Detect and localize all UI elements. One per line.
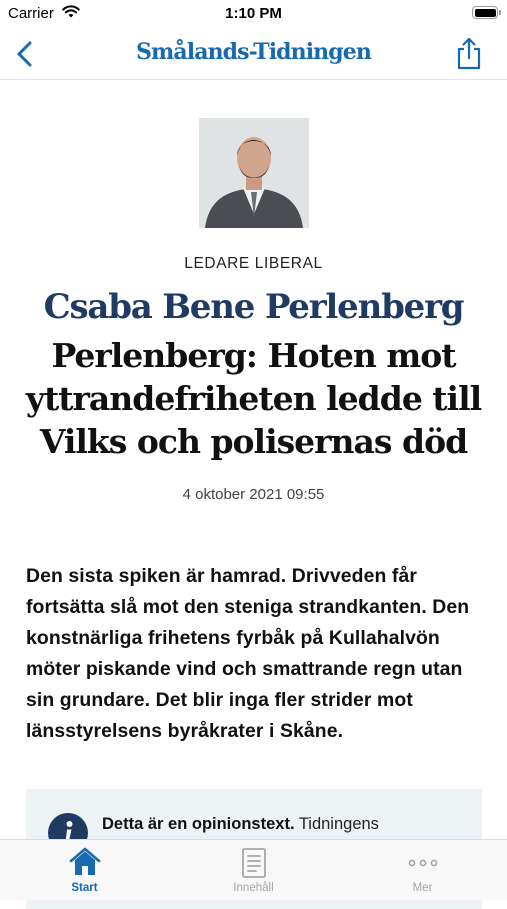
status-bar bbox=[0, 0, 507, 28]
notice-body: Tidningens bbox=[294, 815, 379, 833]
battery-icon bbox=[472, 6, 498, 19]
article-content[interactable] bbox=[0, 81, 507, 839]
share-icon bbox=[453, 36, 485, 72]
article-headline: Perlenberg: Hoten mot yttrandefriheten ledde till Vilks och polisernas död bbox=[25, 336, 482, 461]
tab-start[interactable] bbox=[0, 840, 169, 901]
tab-label-start: Start bbox=[71, 882, 98, 894]
share-button[interactable] bbox=[453, 36, 485, 72]
section-label: LEDARE LIBERAL bbox=[184, 255, 323, 272]
notice-title: Detta är en opinionstext. bbox=[102, 815, 295, 833]
tab-mer[interactable] bbox=[338, 840, 507, 901]
carrier-label: Carrier bbox=[8, 5, 54, 22]
tab-innehall[interactable] bbox=[169, 840, 338, 901]
author-name[interactable]: Csaba Bene Perlenberg bbox=[43, 287, 464, 327]
more-icon bbox=[406, 847, 440, 877]
status-time: 1:10 PM bbox=[225, 5, 282, 22]
home-icon bbox=[68, 847, 102, 877]
author-photo bbox=[199, 118, 309, 228]
navigation-bar bbox=[0, 28, 507, 80]
tab-bar bbox=[0, 839, 507, 900]
tab-label-innehall: Innehåll bbox=[233, 882, 274, 894]
document-icon bbox=[239, 847, 269, 879]
tab-label-mer: Mer bbox=[412, 882, 433, 894]
article-ingress: Den sista spiken är hamrad. Drivveden får fortsätta slå mot den steniga strandkanten. Den konstnärliga frihetens fyrbåk på Kullahalvön möter piskande vind och smattrande regn utan sin grundare. Det blir inga fler strider mot länsstyrelsens byråkrater i Skåne. bbox=[26, 565, 470, 742]
publish-date: 4 oktober 2021 09:55 bbox=[182, 486, 325, 503]
brand-logo: Smålands-Tidningen bbox=[136, 39, 371, 65]
